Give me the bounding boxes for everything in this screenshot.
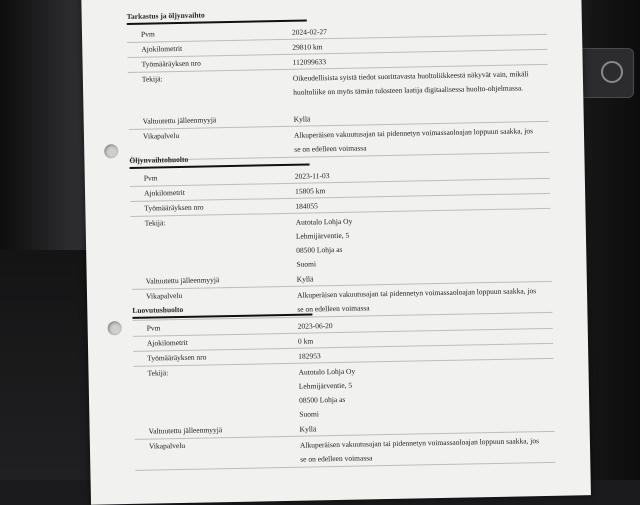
row-performer: Tekijä: Autotalo Lohja Oy Lehmijärventie, 5 08500 Lohja as Suomi bbox=[147, 366, 356, 419]
service-section bbox=[127, 4, 550, 161]
service-section bbox=[132, 298, 555, 471]
row-work-order: Työmääräyksen nro 112099633 bbox=[127, 50, 547, 73]
row-date: Pvm 2024-02-27 bbox=[127, 20, 547, 43]
row-roadside-service: Vikapalvelu Alkuperäisen vakuutusajan tai pidennetyn voimassaoloajan loppuun saakka, jos se on edelleen voimassa bbox=[132, 282, 553, 321]
row-authorized-dealer: Valtuutettu jälleenmyyjä Kyllä bbox=[129, 107, 549, 130]
row-roadside-service: Vikapalvelu Alkuperäisen vakuutusajan tai pidennetyn voimassaoloajan loppuun saakka, jos se on edelleen voimassa bbox=[135, 432, 556, 471]
row-date: Pvm 2023-11-03 bbox=[130, 164, 550, 187]
row-work-order: Työmääräyksen nro 184055 bbox=[130, 194, 550, 217]
punch-hole bbox=[108, 321, 122, 335]
row-mileage: Ajokilometrit 0 km bbox=[133, 329, 553, 352]
parking-brake-icon bbox=[601, 61, 623, 83]
section-title: Tarkastus ja öljynvaihto bbox=[127, 9, 307, 25]
row-mileage: Ajokilometrit 29810 km bbox=[127, 35, 547, 58]
row-work-order: Työmääräyksen nro 182953 bbox=[133, 344, 553, 367]
section-title: Luovutushuolto bbox=[132, 302, 312, 318]
service-record-sheet bbox=[81, 0, 591, 505]
row-roadside-service: Vikapalvelu Alkuperäisen vakuutusajan tai pidennetyn voimassaoloajan loppuun saakka, jos se on edelleen voimassa bbox=[129, 122, 550, 161]
row-performer: Tekijä: Oikeudellisista syistä tiedot suorittavasta huoltoliikkeestä näkyvät vain, mikäli huoltoliike on myös tämän tulosteen laatija digitaalisessa huolto-ohjelmassa. bbox=[141, 69, 529, 97]
section-title: Öljynvaihtohuolto bbox=[129, 152, 309, 168]
row-mileage: Ajokilometrit 15805 km bbox=[130, 179, 550, 202]
row-authorized-dealer: Valtuutettu jälleenmyyjä Kyllä bbox=[135, 417, 555, 440]
row-authorized-dealer: Valtuutettu jälleenmyyjä Kyllä bbox=[132, 267, 552, 290]
row-performer: Tekijä: Autotalo Lohja Oy Lehmijärventie, 5 08500 Lohja as Suomi bbox=[144, 216, 353, 269]
service-section bbox=[129, 148, 552, 321]
punch-hole bbox=[104, 144, 118, 158]
row-date: Pvm 2023-06-20 bbox=[133, 314, 553, 337]
